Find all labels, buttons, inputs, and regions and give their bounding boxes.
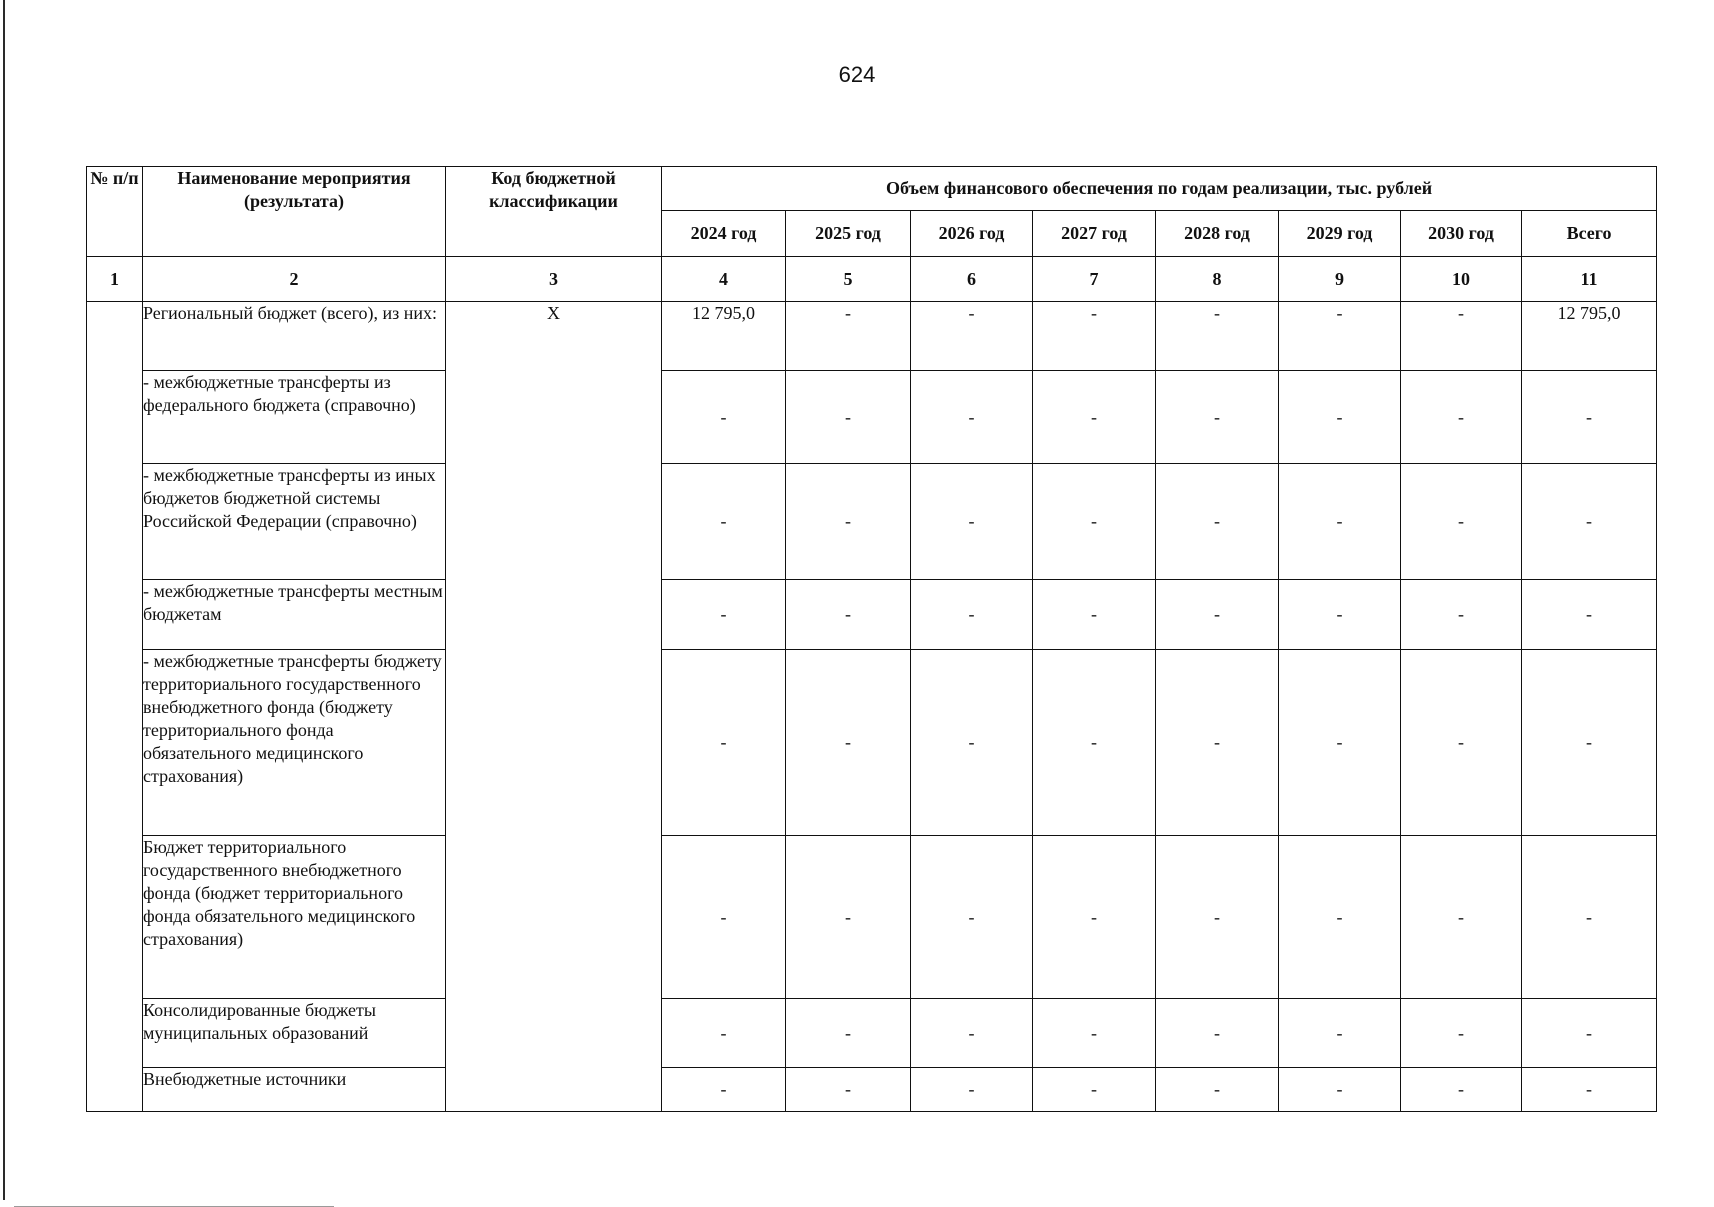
column-number: 10: [1401, 257, 1522, 302]
value-cell: -: [662, 836, 786, 999]
row-name: Региональный бюджет (всего), из них:: [143, 302, 446, 371]
value-cell: -: [1279, 371, 1401, 464]
value-cell: -: [1401, 302, 1522, 371]
value-cell: -: [786, 302, 911, 371]
header-financing-volume: Объем финансового обеспечения по годам реализации, тыс. рублей: [662, 167, 1657, 211]
value-cell: -: [1279, 650, 1401, 836]
value-cell: -: [662, 580, 786, 650]
value-cell: -: [1401, 580, 1522, 650]
value-cell: -: [786, 836, 911, 999]
column-number: 7: [1033, 257, 1156, 302]
value-cell: -: [662, 1068, 786, 1112]
value-cell: -: [1156, 836, 1279, 999]
value-cell: -: [1522, 464, 1657, 580]
value-cell: -: [662, 371, 786, 464]
table-row: [87, 302, 1657, 371]
value-cell: -: [1156, 302, 1279, 371]
value-cell: -: [1279, 464, 1401, 580]
row-name: Бюджет территориального государственного внебюджетного фонда (бюджет территориального фонда обязательного медицинского страхования): [143, 836, 446, 999]
row-name: - межбюджетные трансферты из иных бюджетов бюджетной системы Российской Федерации (справочно): [143, 464, 446, 580]
value-cell: -: [1279, 580, 1401, 650]
value-cell: -: [1401, 836, 1522, 999]
value-cell: -: [1156, 1068, 1279, 1112]
column-number: 1: [87, 257, 143, 302]
header-year: 2027 год: [1033, 211, 1156, 257]
value-cell: -: [786, 464, 911, 580]
value-cell: -: [1522, 1068, 1657, 1112]
column-number: 6: [911, 257, 1033, 302]
value-cell: -: [1033, 999, 1156, 1068]
row-number-cell: [87, 302, 143, 1112]
value-cell: -: [1522, 580, 1657, 650]
financing-table: [86, 166, 1657, 1112]
value-cell: -: [786, 580, 911, 650]
value-cell: 12 795,0: [662, 302, 786, 371]
header-year: 2024 год: [662, 211, 786, 257]
value-cell: -: [662, 464, 786, 580]
header-event-name: Наименование мероприятия (результата): [143, 167, 446, 257]
budget-code-cell: X: [446, 302, 662, 1112]
row-name: Внебюджетные источники: [143, 1068, 446, 1112]
table-row: [87, 999, 1657, 1068]
value-cell: -: [662, 999, 786, 1068]
value-cell: 12 795,0: [1522, 302, 1657, 371]
value-cell: -: [1033, 650, 1156, 836]
column-number: 2: [143, 257, 446, 302]
value-cell: -: [1156, 580, 1279, 650]
column-number: 4: [662, 257, 786, 302]
table-row: [87, 1068, 1657, 1112]
header-year: 2028 год: [1156, 211, 1279, 257]
value-cell: -: [1279, 302, 1401, 371]
table-row: [87, 836, 1657, 999]
row-name: - межбюджетные трансферты бюджету территориального государственного внебюджетного фонда (бюджету территориального фонда обязательного медицинского страхования): [143, 650, 446, 836]
table-row: [87, 580, 1657, 650]
column-number: 5: [786, 257, 911, 302]
header-year: 2030 год: [1401, 211, 1522, 257]
value-cell: -: [1401, 650, 1522, 836]
header-number: № п/п: [87, 167, 143, 257]
value-cell: -: [911, 302, 1033, 371]
header-year: 2026 год: [911, 211, 1033, 257]
value-cell: -: [786, 371, 911, 464]
value-cell: -: [1156, 464, 1279, 580]
value-cell: -: [911, 999, 1033, 1068]
value-cell: -: [1401, 999, 1522, 1068]
table-row: [87, 464, 1657, 580]
value-cell: -: [1156, 371, 1279, 464]
row-name: - межбюджетные трансферты из федерального бюджета (справочно): [143, 371, 446, 464]
value-cell: -: [911, 836, 1033, 999]
value-cell: -: [911, 464, 1033, 580]
page-number: 624: [838, 62, 876, 87]
value-cell: -: [1033, 371, 1156, 464]
column-number: 3: [446, 257, 662, 302]
header-total: Всего: [1522, 211, 1657, 257]
value-cell: -: [1156, 999, 1279, 1068]
value-cell: -: [1401, 1068, 1522, 1112]
value-cell: -: [1033, 1068, 1156, 1112]
value-cell: -: [911, 371, 1033, 464]
value-cell: -: [786, 1068, 911, 1112]
row-name: Консолидированные бюджеты муниципальных образований: [143, 999, 446, 1068]
header-year: 2029 год: [1279, 211, 1401, 257]
value-cell: -: [1033, 464, 1156, 580]
value-cell: -: [1156, 650, 1279, 836]
value-cell: -: [786, 999, 911, 1068]
value-cell: -: [1522, 836, 1657, 999]
table-row: [87, 650, 1657, 836]
value-cell: -: [786, 650, 911, 836]
header-budget-code: Код бюджетной классификации: [446, 167, 662, 257]
value-cell: -: [1522, 999, 1657, 1068]
value-cell: -: [1522, 650, 1657, 836]
page-edge: [3, 0, 5, 1200]
value-cell: -: [911, 650, 1033, 836]
value-cell: -: [1279, 1068, 1401, 1112]
column-number: 9: [1279, 257, 1401, 302]
value-cell: -: [911, 580, 1033, 650]
row-name: - межбюджетные трансферты местным бюджетам: [143, 580, 446, 650]
column-number: 8: [1156, 257, 1279, 302]
value-cell: -: [1401, 464, 1522, 580]
value-cell: -: [1522, 371, 1657, 464]
value-cell: -: [1033, 836, 1156, 999]
value-cell: -: [1279, 999, 1401, 1068]
value-cell: -: [1033, 580, 1156, 650]
value-cell: -: [911, 1068, 1033, 1112]
value-cell: -: [1033, 302, 1156, 371]
table-row: [87, 371, 1657, 464]
column-number: 11: [1522, 257, 1657, 302]
value-cell: -: [1401, 371, 1522, 464]
header-year: 2025 год: [786, 211, 911, 257]
value-cell: -: [1279, 836, 1401, 999]
value-cell: -: [662, 650, 786, 836]
